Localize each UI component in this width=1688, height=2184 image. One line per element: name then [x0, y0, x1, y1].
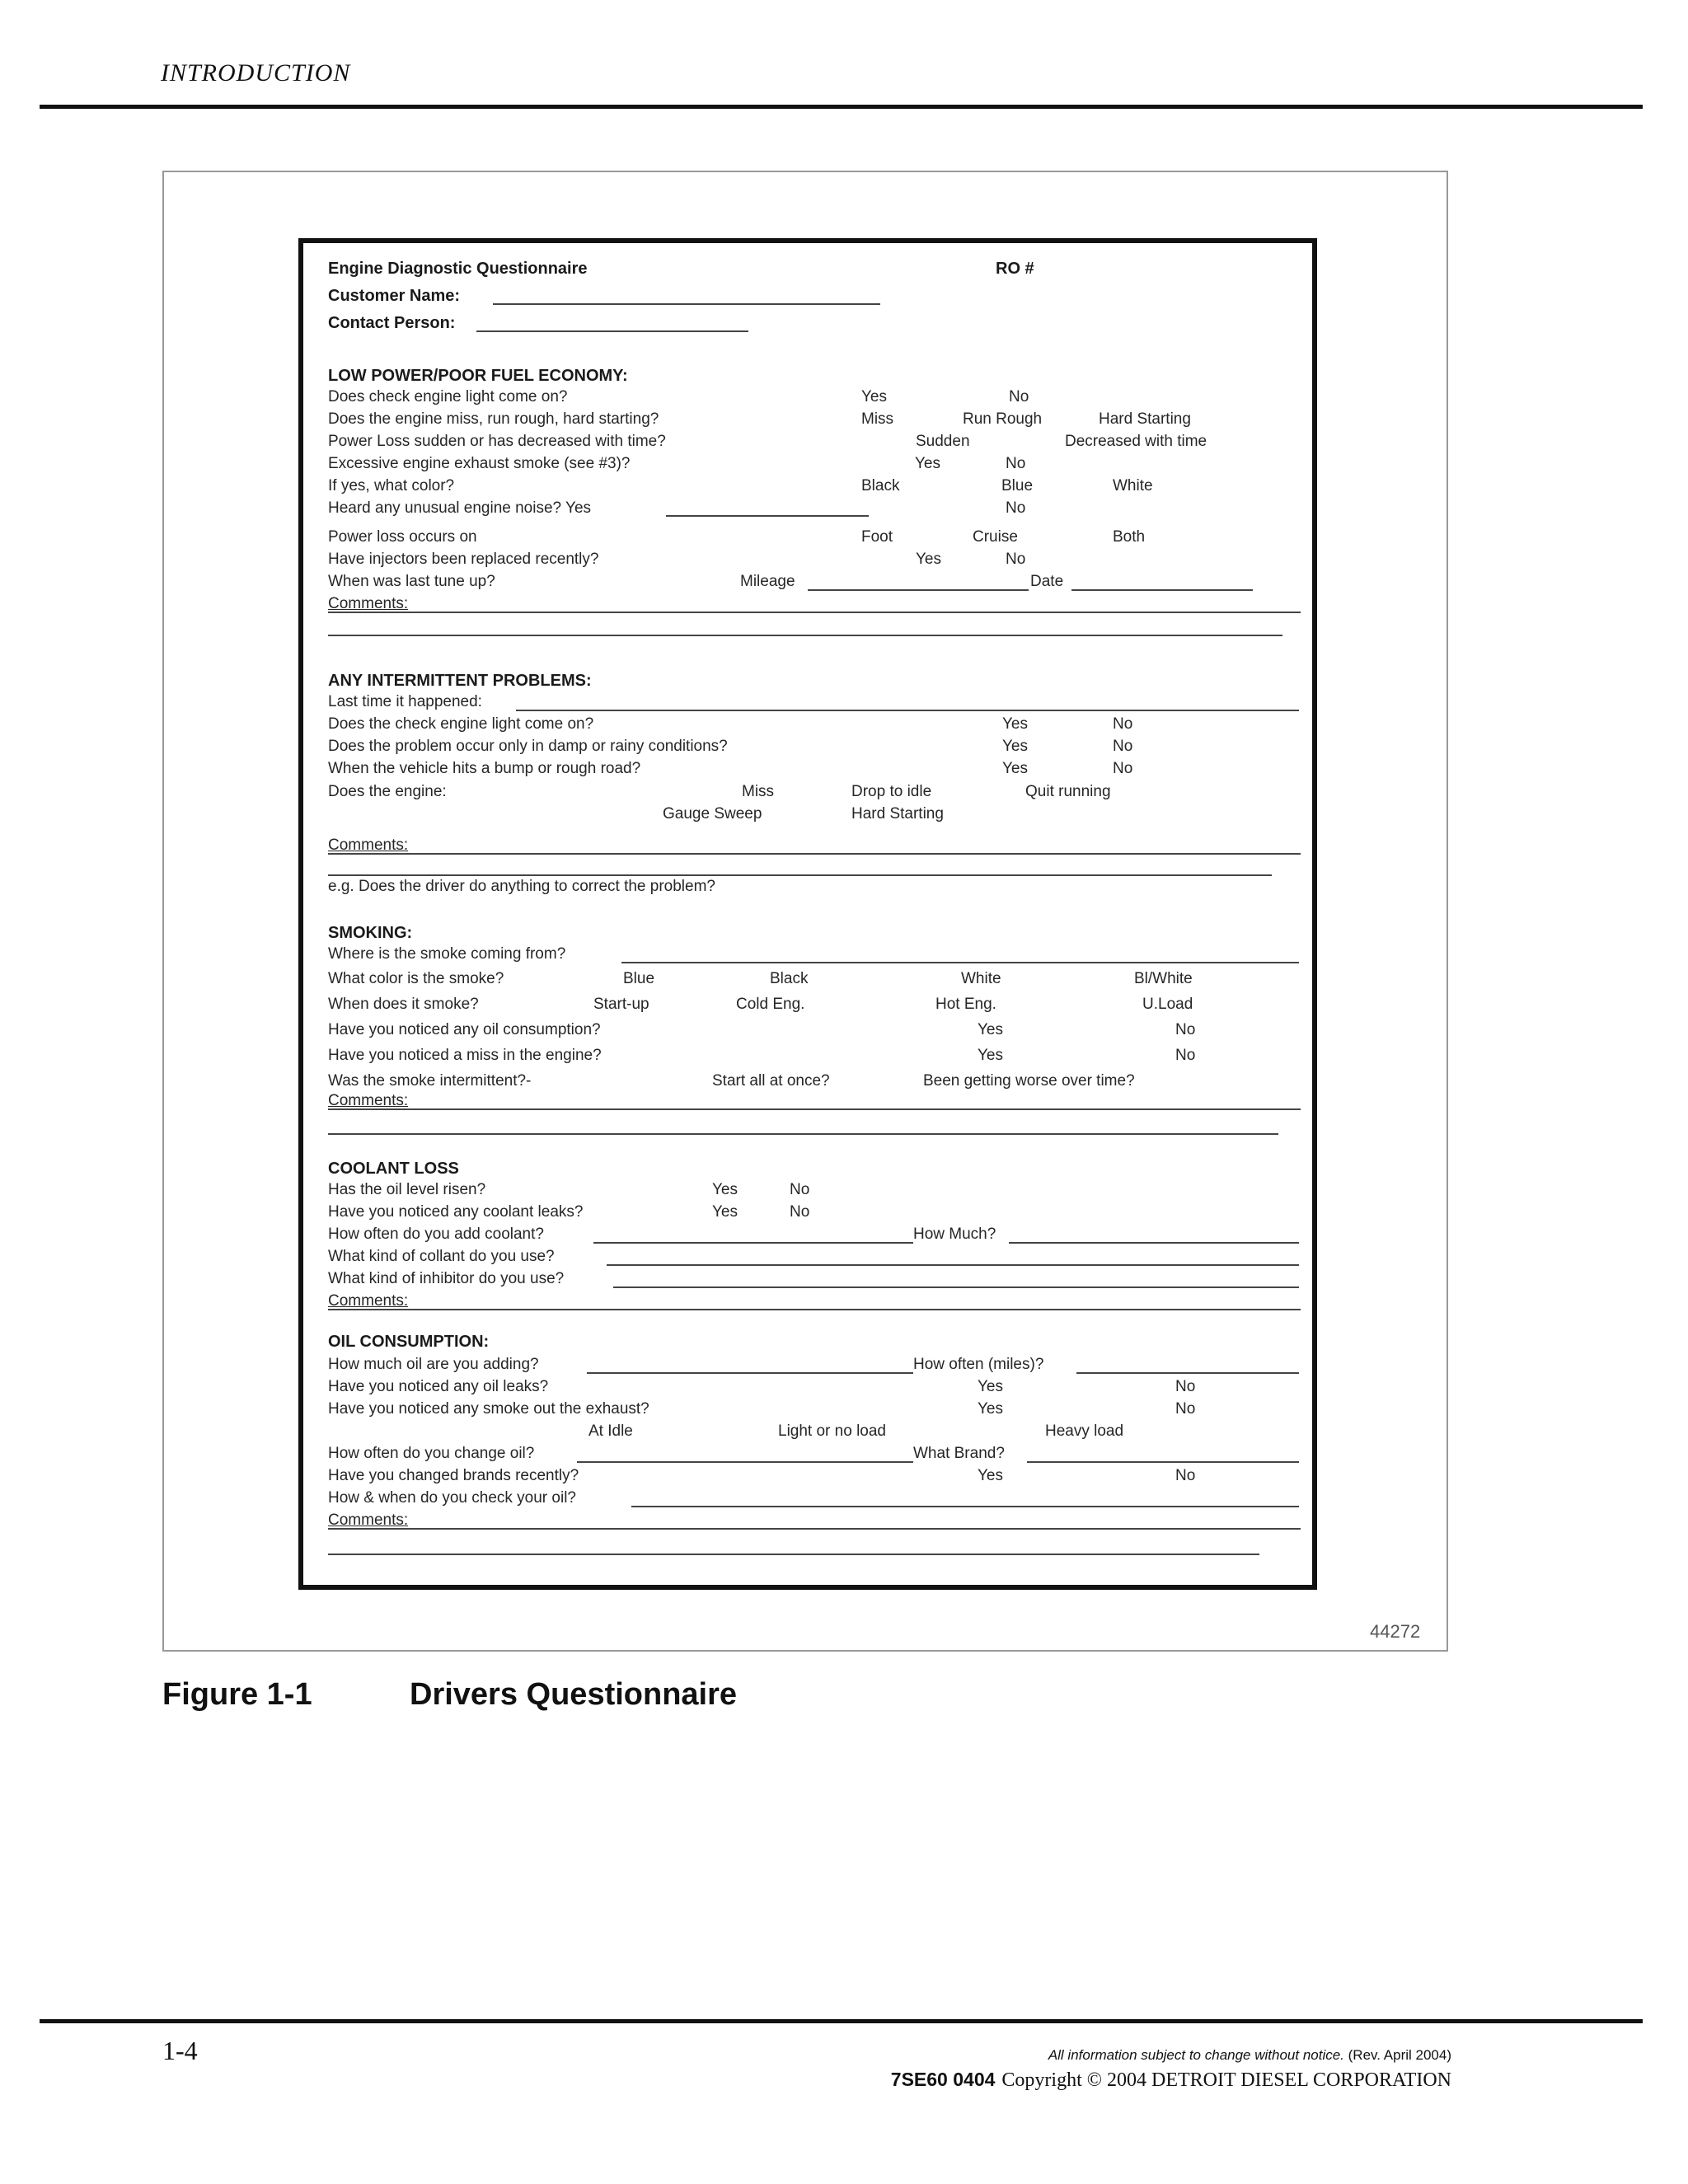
- option-text: No: [1175, 1378, 1196, 1395]
- option-text: Sudden: [916, 433, 970, 450]
- question-text: Does the check engine light come on?: [328, 715, 594, 733]
- option-text: Yes: [1002, 715, 1028, 733]
- option-text: Start all at once?: [712, 1072, 830, 1090]
- option-text: Bl/White: [1134, 970, 1193, 987]
- comments-label: Comments:: [328, 1511, 409, 1529]
- question-text: What kind of inhibitor do you use?: [328, 1270, 565, 1287]
- option-text: Light or no load: [778, 1422, 886, 1440]
- option-text: No: [1113, 760, 1133, 777]
- answer-line: [607, 1264, 1299, 1266]
- question-text: Does the problem occur only in damp or rainy conditions?: [328, 738, 728, 755]
- comments-label: Comments:: [328, 1292, 409, 1310]
- option-text: White: [1113, 477, 1153, 494]
- question-text: How often do you change oil?: [328, 1445, 535, 1462]
- option-text: Cold Eng.: [736, 996, 805, 1013]
- option-text: White: [961, 970, 1001, 987]
- field-label: How Much?: [913, 1226, 996, 1243]
- option-text: Yes: [915, 455, 940, 472]
- question-text: Have you changed brands recently?: [328, 1467, 579, 1484]
- answer-line: [1076, 1372, 1299, 1374]
- option-text: Been getting worse over time?: [923, 1072, 1135, 1090]
- option-text: Blue: [623, 970, 655, 987]
- section-header: INTRODUCTION: [161, 59, 351, 87]
- question-text: When the vehicle hits a bump or rough road?: [328, 760, 641, 777]
- comments-label: Comments:: [328, 595, 409, 612]
- option-text: Hot Eng.: [935, 996, 996, 1013]
- option-text: Yes: [712, 1203, 738, 1221]
- option-text: Quit running: [1025, 783, 1111, 800]
- field-label: Mileage: [740, 573, 795, 590]
- option-text: No: [1175, 1021, 1196, 1038]
- option-text: Run Rough: [963, 410, 1043, 428]
- doc-code: 7SE60 0404: [890, 2069, 996, 2090]
- section-heading-coolant: COOLANT LOSS: [328, 1160, 459, 1178]
- answer-line: [593, 1242, 913, 1244]
- question-text: Last time it happened:: [328, 693, 482, 710]
- change-notice: [1048, 2047, 1451, 2064]
- option-text: No: [1175, 1400, 1196, 1418]
- section-heading-low-power: LOW POWER/POOR FUEL ECONOMY:: [328, 367, 628, 385]
- comments-line: [328, 874, 1272, 876]
- field-label: How often (miles)?: [913, 1356, 1044, 1373]
- option-text: No: [1175, 1047, 1196, 1064]
- option-text: Yes: [712, 1181, 738, 1198]
- question-text: Where is the smoke coming from?: [328, 945, 566, 963]
- option-text: Both: [1113, 528, 1146, 546]
- question-text: How & when do you check your oil?: [328, 1489, 576, 1507]
- question-text: Excessive engine exhaust smoke (see #3)?: [328, 455, 631, 472]
- option-text: Yes: [1002, 760, 1028, 777]
- figure-title: Drivers Questionnaire: [410, 1677, 738, 1712]
- comments-line: [328, 635, 1282, 636]
- option-text: Yes: [1002, 738, 1028, 755]
- option-text: No: [1009, 388, 1029, 405]
- comments-line: [328, 1528, 1301, 1530]
- figure-id: 44272: [1370, 1621, 1421, 1642]
- question-text: Does check engine light come on?: [328, 388, 568, 405]
- option-text: Hard Starting: [1099, 410, 1191, 428]
- option-text: Decreased with time: [1065, 433, 1207, 450]
- option-text: Black: [770, 970, 809, 987]
- option-text: Miss: [861, 410, 894, 428]
- question-text: What color is the smoke?: [328, 970, 504, 987]
- customer-name-line: [493, 303, 880, 305]
- option-text: No: [790, 1203, 810, 1221]
- option-text: No: [1006, 551, 1026, 568]
- question-text: Power Loss sudden or has decreased with time?: [328, 433, 666, 450]
- answer-line: [516, 710, 1299, 711]
- customer-name-label: Customer Name:: [328, 287, 461, 305]
- option-text: Yes: [978, 1378, 1003, 1395]
- section-heading-intermittent: ANY INTERMITTENT PROBLEMS:: [328, 672, 592, 690]
- option-text: Start-up: [593, 996, 649, 1013]
- option-text: No: [790, 1181, 810, 1198]
- figure-number: Figure 1-1: [162, 1677, 312, 1712]
- form-title: Engine Diagnostic Questionnaire: [328, 260, 588, 278]
- option-text: Hard Starting: [851, 805, 944, 823]
- option-text: Drop to idle: [851, 783, 932, 800]
- question-text: Has the oil level risen?: [328, 1181, 486, 1198]
- option-text: No: [1113, 738, 1133, 755]
- answer-line: [1027, 1461, 1299, 1463]
- section-heading-smoking: SMOKING:: [328, 924, 413, 942]
- option-text: Yes: [861, 388, 887, 405]
- answer-line: [666, 515, 869, 517]
- option-text: No: [1113, 715, 1133, 733]
- option-text: Yes: [978, 1467, 1003, 1484]
- revision-text: (Rev. April 2004): [1348, 2047, 1451, 2063]
- answer-line: [1071, 589, 1253, 591]
- comments-label: Comments:: [328, 837, 409, 854]
- answer-line: [577, 1461, 913, 1463]
- section-heading-oil: OIL CONSUMPTION:: [328, 1333, 490, 1351]
- answer-line: [808, 589, 1029, 591]
- notice-text: All information subject to change without notice.: [1048, 2047, 1344, 2063]
- header-rule: [40, 105, 1643, 109]
- footer-rule: [40, 2019, 1643, 2023]
- question-text: Have you noticed any coolant leaks?: [328, 1203, 584, 1221]
- option-text: Heavy load: [1045, 1422, 1124, 1440]
- question-text: How often do you add coolant?: [328, 1226, 544, 1243]
- questionnaire-form: [298, 238, 1317, 1590]
- option-text: Black: [861, 477, 900, 494]
- option-text: Gauge Sweep: [663, 805, 762, 823]
- answer-line: [621, 962, 1299, 963]
- option-text: Yes: [978, 1400, 1003, 1418]
- question-text: Have you noticed any smoke out the exhaust?: [328, 1400, 649, 1418]
- comments-label: Comments:: [328, 1092, 409, 1109]
- option-text: Blue: [1001, 477, 1034, 494]
- comments-line: [328, 1108, 1301, 1110]
- option-text: No: [1175, 1467, 1196, 1484]
- ro-number-label: RO #: [996, 260, 1034, 278]
- contact-person-label: Contact Person:: [328, 314, 456, 332]
- option-text: No: [1006, 499, 1026, 517]
- intermittent-note: e.g. Does the driver do anything to correct the problem?: [328, 878, 715, 895]
- copyright-text: Copyright © 2004 DETROIT DIESEL CORPORATION: [1001, 2069, 1451, 2091]
- question-text: Have you noticed any oil consumption?: [328, 1021, 601, 1038]
- question-text: How much oil are you adding?: [328, 1356, 539, 1373]
- question-text: Have injectors been replaced recently?: [328, 551, 599, 568]
- question-text: Have you noticed any oil leaks?: [328, 1378, 549, 1395]
- question-text: Does the engine:: [328, 783, 447, 800]
- field-label: What Brand?: [913, 1445, 1005, 1462]
- question-text: Have you noticed a miss in the engine?: [328, 1047, 602, 1064]
- question-text: When does it smoke?: [328, 996, 479, 1013]
- question-text: Does the engine miss, run rough, hard starting?: [328, 410, 659, 428]
- answer-line: [631, 1506, 1299, 1507]
- comments-line: [328, 853, 1301, 855]
- option-text: At Idle: [588, 1422, 633, 1440]
- answer-line: [587, 1372, 913, 1374]
- option-text: U.Load: [1142, 996, 1193, 1013]
- page-number: 1-4: [162, 2036, 198, 2065]
- option-text: Yes: [978, 1021, 1003, 1038]
- contact-person-line: [476, 330, 748, 332]
- option-text: Yes: [916, 551, 941, 568]
- field-label: Date: [1030, 573, 1064, 590]
- option-text: Miss: [742, 783, 775, 800]
- question-text: If yes, what color?: [328, 477, 455, 494]
- question-text: Power loss occurs on: [328, 528, 477, 546]
- copyright-line: [891, 2069, 1451, 2092]
- answer-line: [613, 1286, 1299, 1288]
- answer-line: [1009, 1242, 1299, 1244]
- question-text: What kind of collant do you use?: [328, 1248, 555, 1265]
- comments-line: [328, 612, 1301, 613]
- question-text: Was the smoke intermittent?-: [328, 1072, 532, 1090]
- comments-line: [328, 1133, 1278, 1135]
- question-text: Heard any unusual engine noise? Yes: [328, 499, 592, 517]
- comments-line: [328, 1309, 1301, 1310]
- option-text: Foot: [861, 528, 893, 546]
- question-text: When was last tune up?: [328, 573, 495, 590]
- option-text: No: [1006, 455, 1026, 472]
- comments-line: [328, 1554, 1259, 1555]
- option-text: Cruise: [973, 528, 1018, 546]
- option-text: Yes: [978, 1047, 1003, 1064]
